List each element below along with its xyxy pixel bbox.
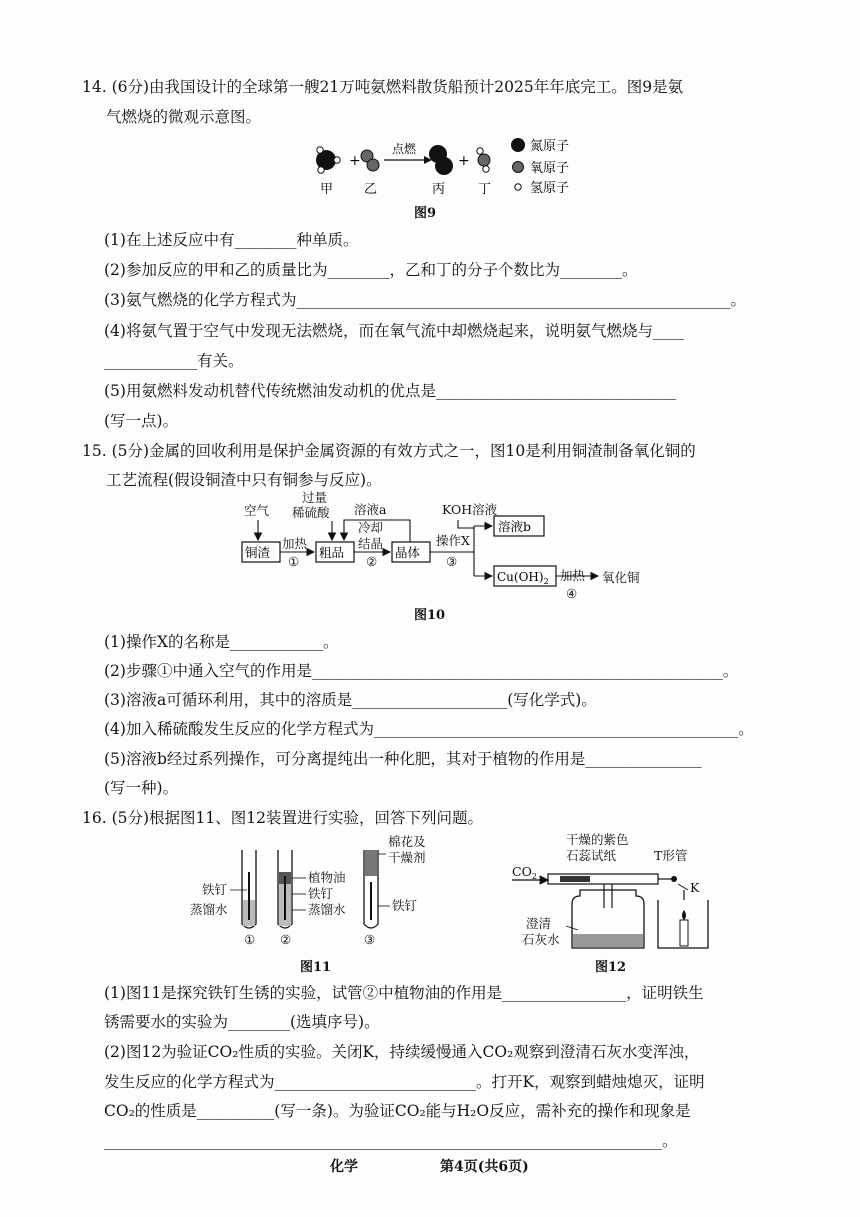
label-jia: 甲 <box>320 182 334 197</box>
q14-sub2: (2)参加反应的甲和乙的质量比为________，乙和丁的分子个数比为________。 <box>104 261 638 279</box>
figure-12-caption: 图12 <box>595 960 627 975</box>
figure-11-rust-experiment <box>190 832 430 950</box>
footer-page-number: 第4页(共6页) <box>440 1159 529 1175</box>
q16-sub2-line2: 发生反应的化学方程式为__________________________。打开K，观察到蜡烛熄灭，证明 <box>104 1073 705 1091</box>
flow-cuo: 氧化铜 <box>602 570 640 585</box>
flow-crystallize: 结晶 <box>358 536 384 551</box>
fig11-cotton-line2: 干燥剂 <box>388 850 426 865</box>
fig11-iron-nail-2: 铁钉 <box>308 886 334 901</box>
fig11-veg-oil: 植物油 <box>308 870 346 885</box>
q16-sub1-line1: (1)图11是探究铁钉生锈的实验，试管②中植物油的作用是________________，证明铁生 <box>104 984 704 1002</box>
q14-stem-line1: 14. (6分)由我国设计的全球第一艘21万吨氨燃料散货船预计2025年年底完工。图9是氨 <box>82 78 684 96</box>
q16-sub2-line1: (2)图12为验证CO₂性质的实验。关闭K，持续缓慢通入CO₂观察到澄清石灰水变浑浊， <box>104 1043 700 1061</box>
flow-solution-b: 溶液b <box>498 519 532 534</box>
q14-sub5-line2: (写一点)。 <box>104 412 179 430</box>
fig12-dry-paper-line2: 石蕊试纸 <box>566 848 617 863</box>
flow-copper-slag: 铜渣 <box>245 545 271 560</box>
flow-step2: ② <box>366 554 378 569</box>
molecule-yi <box>361 150 379 171</box>
q16-sub2-line3: CO₂的性质是__________(写一条)。为验证CO₂能与H₂O反应，需补充的操作和现象是 <box>104 1102 691 1120</box>
flow-operation-x: 操作X <box>436 533 470 548</box>
fig12-dry-paper-line1: 干燥的紫色 <box>566 832 629 847</box>
flow-crude: 粗品 <box>319 545 345 560</box>
fig11-iron-nail: 铁钉 <box>202 882 228 897</box>
fig11-tube3: ③ <box>364 932 376 947</box>
flow-solution-a: 溶液a <box>354 502 387 517</box>
q14-sub4-line1: (4)将氨气置于空气中发现无法燃烧，而在氧气流中却燃烧起来，说明氨气燃烧与____ <box>104 322 684 340</box>
figure-12-co2-apparatus <box>508 830 728 954</box>
molecule-jia <box>316 147 340 173</box>
fig11-tube2: ② <box>280 932 292 947</box>
fig12-co2-label: $CO_2$ <box>512 864 537 881</box>
flow-heat2: 加热 <box>560 568 586 583</box>
flow-koh: KOH溶液 <box>442 502 498 517</box>
molecule-bing <box>429 145 453 175</box>
q15-sub2: (2)步骤①中通入空气的作用是_____________________________________________________。 <box>104 662 739 680</box>
flow-cool: 冷却 <box>358 520 384 535</box>
q14-sub5-line1: (5)用氨燃料发动机替代传统燃油发动机的优点是_______________________________ <box>104 382 677 400</box>
fig12-t-tube-label: T形管 <box>654 848 688 863</box>
svg-text:+: + <box>349 153 361 169</box>
fig11-iron-nail-3: 铁钉 <box>392 898 418 913</box>
q15-stem-line2: 工艺流程(假设铜渣中只有铜参与反应)。 <box>106 471 382 489</box>
figure-11-caption: 图11 <box>300 960 332 975</box>
fig12-valve-k: K <box>690 880 700 895</box>
flow-step4: ④ <box>566 586 578 601</box>
fig11-distilled-water: 蒸馏水 <box>190 902 228 917</box>
flow-excess: 过量 <box>302 490 328 505</box>
q16-sub2-line4: ________________________________________________________________________。 <box>104 1132 678 1150</box>
flow-dilute-acid: 稀硫酸 <box>292 505 330 520</box>
reaction-condition: 点燃 <box>392 142 417 156</box>
fig12-limewater-line1: 澄清 <box>526 916 552 931</box>
label-bing: 丙 <box>432 182 446 197</box>
flow-crystal: 晶体 <box>395 545 421 560</box>
q15-sub5-line1: (5)溶液b经过系列操作，可分离提纯出一种化肥，其对于植物的作用是_______________ <box>104 750 702 768</box>
fig12-limewater-line2: 石灰水 <box>522 932 560 947</box>
q16-stem: 16. (5分)根据图11、图12装置进行实验，回答下列问题。 <box>82 809 483 827</box>
fig11-cotton-line1: 棉花及 <box>388 834 426 849</box>
legend-oxygen: 氧原子 <box>530 161 570 176</box>
label-ding: 丁 <box>478 182 492 197</box>
flow-step1: ① <box>288 554 300 569</box>
flow-air: 空气 <box>244 503 270 518</box>
label-yi: 乙 <box>364 182 378 197</box>
molecule-ding <box>477 148 490 172</box>
fig11-distilled-water-2: 蒸馏水 <box>308 902 346 917</box>
flow-cuoh2: $Cu(OH)_2$ <box>497 570 549 586</box>
svg-text:+: + <box>458 153 470 169</box>
figure-10-caption: 图10 <box>414 608 446 623</box>
q15-sub4: (4)加入稀硫酸发生反应的化学方程式为_______________________________________________。 <box>104 720 754 738</box>
legend-hydrogen: 氢原子 <box>530 181 570 196</box>
flow-heat: 加热 <box>282 536 308 551</box>
flow-step3: ③ <box>446 554 458 569</box>
q16-sub1-line2: 锈需要水的实验为________(选填序号)。 <box>104 1013 380 1031</box>
q14-stem-line2: 气燃烧的微观示意图。 <box>106 108 262 126</box>
q15-stem-line1: 15. (5分)金属的回收利用是保护金属资源的有效方式之一，图10是利用铜渣制备氧化铜的 <box>82 442 696 460</box>
figure-9-caption: 图9 <box>414 206 437 221</box>
fig11-tube1: ① <box>244 932 256 947</box>
footer-subject: 化学 <box>330 1159 358 1175</box>
q15-sub3: (3)溶液a可循环利用，其中的溶质是____________________(写化学式)。 <box>104 691 597 709</box>
q14-sub3: (3)氨气燃烧的化学方程式为________________________________________________________。 <box>104 291 746 309</box>
figure-9-ammonia-combustion <box>300 138 600 202</box>
q14-sub1: (1)在上述反应中有________种单质。 <box>104 231 359 249</box>
q15-sub1: (1)操作X的名称是____________。 <box>104 633 339 651</box>
figure-10-process-flow <box>232 490 672 600</box>
q15-sub5-line2: (写一种)。 <box>104 779 179 797</box>
legend-nitrogen: 氮原子 <box>530 139 570 154</box>
q14-sub4-line2: ____________有关。 <box>104 352 244 370</box>
